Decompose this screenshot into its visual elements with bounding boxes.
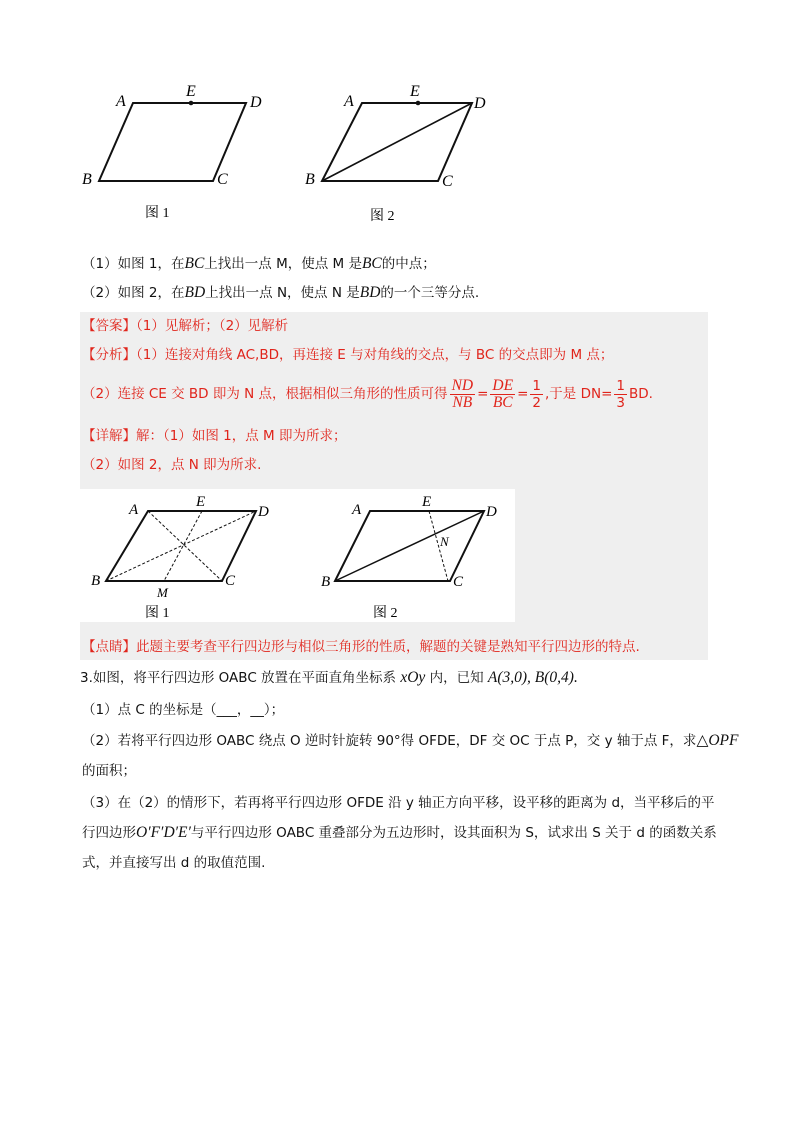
label-n: N [440,534,449,549]
label-e: E [186,83,196,100]
label-b: B [321,574,331,590]
label-c: C [453,574,464,590]
solution-box-side [515,489,708,622]
label-b: B [82,171,92,188]
figure-caption: 图 2 [373,606,398,621]
label-e: E [422,494,432,510]
fraction-one-third: $\frac{1}{3}$ [616,377,625,411]
problem-3-part-3-line-2: 行四边形O′F′D′E′与平行四边形 OABC 重叠部分为五边形时，设其面积为 S，试求出 S 关于 d 的函数关系 [82,824,717,841]
problem-3-part-3-line-1: （3）在（2）的情形下，若再将平行四边形 OFDE 沿 y 轴正方向平移，设平移的距离为 d，当平移后的平 [82,795,715,811]
fraction-de-bc: $\frac{DE}{BC}$ [492,376,514,411]
label-d: D [474,95,486,112]
comment-tag: 【点睛】 [82,639,136,655]
label-c: C [442,173,453,190]
label-a: A [344,93,354,110]
label-a: A [129,502,139,518]
comment-line: 【点睛】此题主要考查平行四边形与相似三角形的性质，解题的关键是熟知平行四边形的特点. [82,639,640,655]
point-e [189,101,194,106]
detail-line-2: （2）如图 2，点 N 即为所求. [82,457,262,473]
label-e: E [410,83,420,100]
figure-solution-1 [88,492,298,622]
label-a: A [116,93,126,110]
figure-caption: 图 1 [145,606,170,621]
label-d: D [250,94,262,111]
problem-3-part-2: （2）若将平行四边形 OABC 绕点 O 逆时针旋转 90°得 OFDE，DF 交 OC 于点 P，交 y 轴于点 F，求△OPF [82,732,739,749]
parallelogram-abcd [99,103,246,181]
analysis-tag: 【分析】 [82,347,136,363]
figure-top-1 [78,80,278,230]
figure-caption: 图 2 [370,209,395,224]
label-b: B [305,171,315,188]
fraction-one-half: $\frac{1}{2}$ [532,377,541,411]
answer-line: 【答案】（1）见解析；（2）见解析 [82,318,289,334]
problem-3-part-2-end: 的面积； [82,763,136,779]
diagonal-bd [335,511,484,581]
label-e: E [196,494,206,510]
label-m: M [157,585,168,600]
diagonal-ac [148,511,222,581]
answer-tag: 【答案】 [82,318,136,334]
analysis-line-2: （2）连接 CE 交 BD 即为 N 点，根据相似三角形的性质可得 $\frac{ND}{NB}$ = $\frac{DE}{BC}$ = $\frac{1}{2}$ ,于是 DN= $\frac{1}{3}$ BD. [82,376,653,411]
problem-3-intro: 3.如图，将平行四边形 OABC 放置在平面直角坐标系 xOy 内，已知 A(3,0), B(0,4). [80,669,578,686]
label-c: C [225,573,236,589]
problem-3-part-3-line-3: 式，并直接写出 d 的取值范围. [82,855,266,871]
label-d: D [258,504,269,520]
problem-3-part-1: （1）点 C 的坐标是（___，__）； [82,702,285,718]
label-a: A [352,502,362,518]
label-d: D [486,504,497,520]
figure-solution-2 [318,492,518,622]
question-2: （2）如图 2，在BD上找出一点 N，使点 N 是BD的一个三等分点. [82,284,480,301]
figure-top-2 [300,80,510,230]
fraction-nd-nb: $\frac{ND}{NB}$ [451,376,474,411]
detail-line-1: 【详解】解：（1）如图 1，点 M 即为所求； [82,428,347,444]
detail-tag: 【详解】 [82,428,136,444]
question-1: （1）如图 1，在BC上找出一点 M，使点 M 是BC的中点； [82,255,436,272]
figure-caption: 图 1 [145,206,170,221]
label-c: C [217,171,228,188]
line-em [164,511,202,581]
diagonal-bd [106,511,256,581]
diagonal-bd [322,103,472,181]
analysis-line-1: 【分析】（1）连接对角线 AC,BD，再连接 E 与对角线的交点，与 BC 的交点即为 M 点； [82,347,614,363]
label-b: B [91,573,101,589]
point-e [416,101,421,106]
